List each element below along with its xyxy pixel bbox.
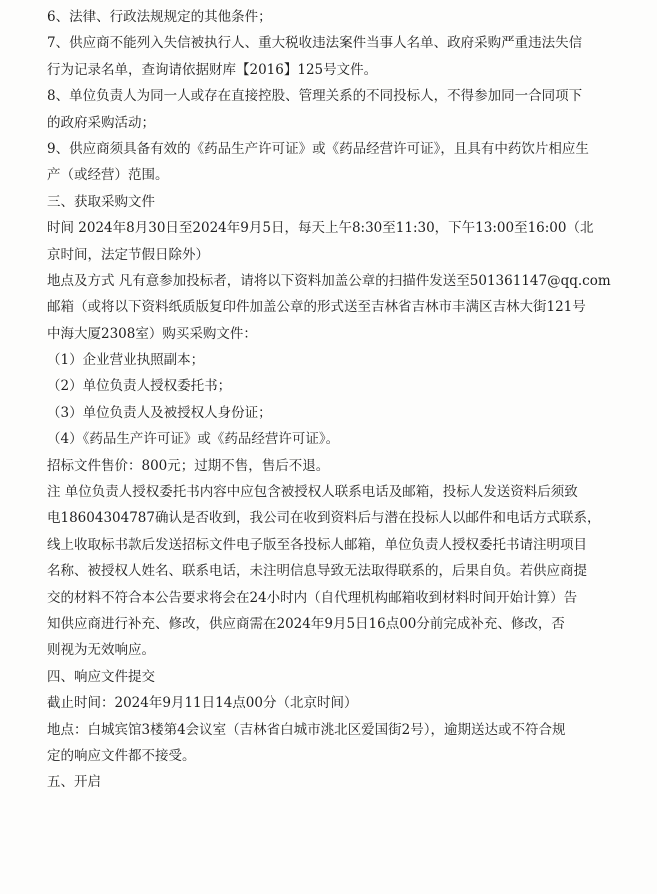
section-heading-submission: 四、响应文件提交 xyxy=(47,668,155,685)
list-item-4: （4）《药品生产许可证》或《药品经营许可证》。 xyxy=(47,431,340,448)
text-line-condition-8: 8、单位负责人为同一人或存在直接控股、管理关系的不同投标人，不得参加同一合同项下 xyxy=(47,88,583,105)
text-line-note-cont4: 交的材料不符合本公告要求将会在24小时内（自代理机构邮箱收到材料时间开始计算）告 xyxy=(47,589,578,606)
text-line-deadline: 截止时间：2024年9月11日14点00分（北京时间） xyxy=(47,695,358,712)
text-line-location-method: 地点及方式 凡有意参加投标者，请将以下资料加盖公章的扫描件发送至501361147@qq.com xyxy=(47,272,611,289)
text-line-time: 时间 2024年8月30日至2024年9月5日，每天上午8:30至11:30，下午13:00至16:00（北 xyxy=(47,220,594,237)
text-line-condition-9: 9、供应商须具备有效的《药品生产许可证》或《药品经营许可证》，且具有中药饮片相应生 xyxy=(47,140,589,157)
text-line-submission-location-cont: 定的响应文件都不接受。 xyxy=(47,747,196,764)
text-line-note-cont6: 则视为无效响应。 xyxy=(47,642,155,659)
text-line-note-cont5: 知供应商进行补充、修改，供应商需在2024年9月5日16点00分前完成补充、修改，否 xyxy=(47,615,565,632)
text-line-note-cont2: 线上收取标书款后发送招标文件电子版至各投标人邮箱，单位负责人授权委托书请注明项目 xyxy=(47,536,587,553)
text-line-price: 招标文件售价：800元；过期不售，售后不退。 xyxy=(47,457,330,474)
text-line-condition-6: 6、法律、行政法规规定的其他条件； xyxy=(47,9,272,25)
text-line-note-cont1: 电18604304787确认是否收到，我公司在收到资料后与潜在投标人以邮件和电话方式联系， xyxy=(47,510,601,527)
text-line-condition-8-cont: 的政府采购活动； xyxy=(47,114,155,131)
list-item-1: （1）企业营业执照副本； xyxy=(47,352,205,369)
text-line-condition-9-cont: 产（或经营）范围。 xyxy=(47,167,169,184)
text-line-time-cont: 京时间，法定节假日除外） xyxy=(47,246,209,263)
list-item-2: （2）单位负责人授权委托书； xyxy=(47,378,232,395)
section-heading-obtain-documents: 三、获取采购文件 xyxy=(47,193,155,210)
text-line-condition-7: 7、供应商不能列入失信被执行人、重大税收违法案件当事人名单、政府采购严重违法失信 xyxy=(47,35,583,52)
text-line-location-method-cont2: 中海大厦2308室）购买采购文件： xyxy=(47,325,257,342)
list-item-3: （3）单位负责人及被授权人身份证； xyxy=(47,404,272,421)
text-line-note-cont3: 名称、被授权人姓名、联系电话，未注明信息导致无法取得联系的，后果自负。若供应商提 xyxy=(47,563,587,580)
section-heading-opening: 五、开启 xyxy=(47,774,101,791)
text-line-condition-7-cont: 行为记录名单，查询请依据财库【2016】125号文件。 xyxy=(47,61,378,78)
text-line-note: 注 单位负责人授权委托书内容中应包含被授权人联系电话及邮箱，投标人发送资料后须致 xyxy=(47,484,578,501)
text-line-location-method-cont: 邮箱（或将以下资料纸质版复印件加盖公章的形式送至吉林省吉林市丰满区吉林大街121号 xyxy=(47,299,586,316)
text-line-submission-location: 地点：白城宾馆3楼第4会议室（吉林省白城市洮北区爱国街2号），逾期送达或不符合规 xyxy=(47,721,566,738)
